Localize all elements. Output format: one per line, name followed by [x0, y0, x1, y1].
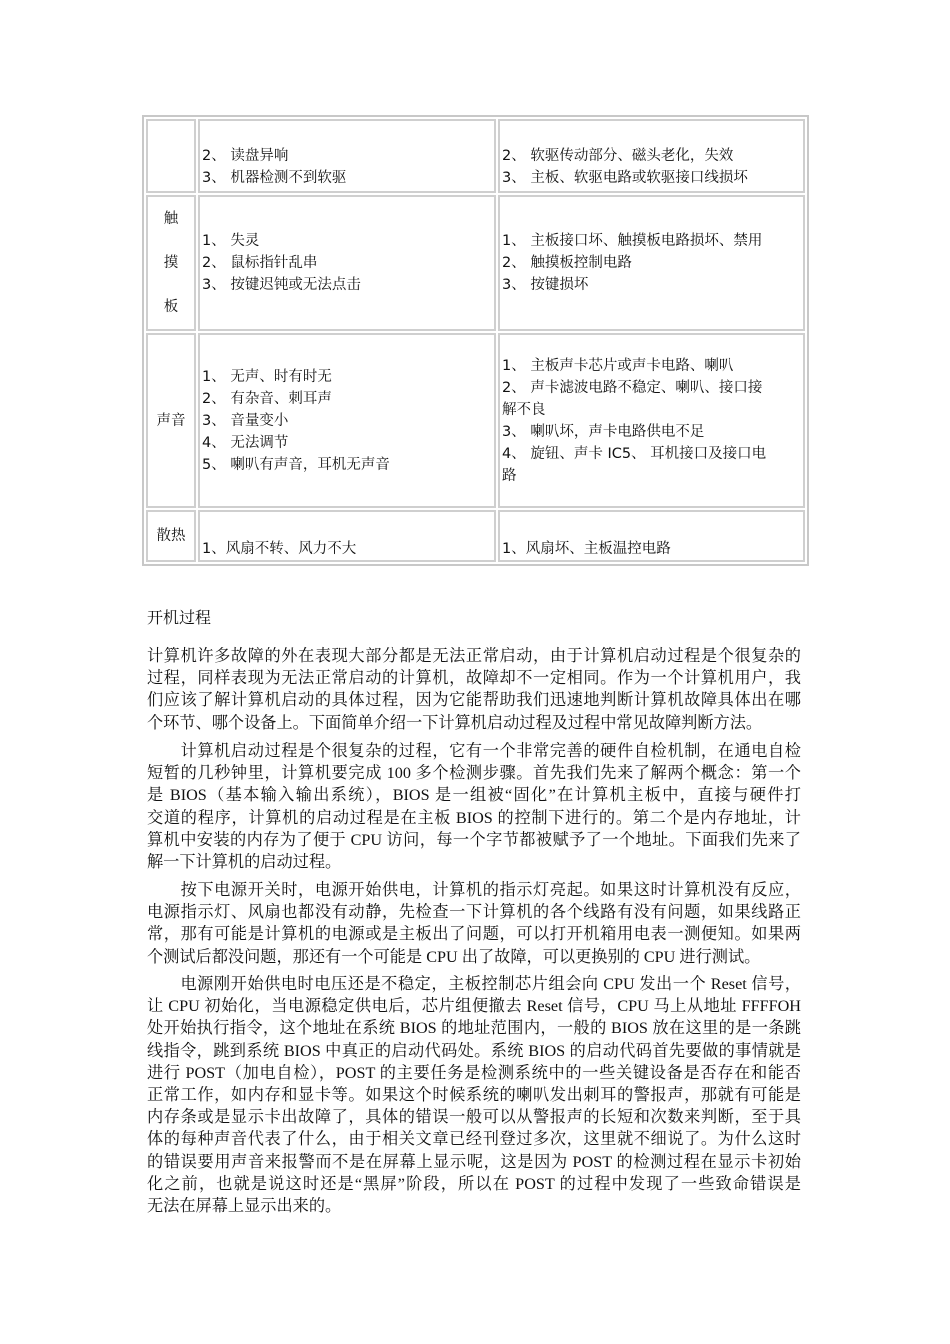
cell-line: 2、 读盘异响 — [202, 148, 289, 164]
cell-line: 3、 主板、软驱电路或软驱接口线损坏 — [502, 170, 748, 186]
cell-line: 3、 喇叭坏，声卡电路供电不足 — [502, 423, 705, 440]
category-cell — [146, 119, 196, 193]
text-line: 计算机许多故障的外在表现大部分都是无法正常启动，由于计算机启动过程是个很复杂的 — [147, 647, 801, 665]
cell-line: 4、 无法调节 — [202, 434, 289, 451]
cell-line: 1、 主板声卡芯片或声卡电路、喇叭 — [502, 357, 734, 374]
text-line: 个测试后都没问题，那还有一个可能是 CPU 出了故障，可以更换别的 CPU 进行测试。 — [147, 947, 761, 966]
text-line: 是 BIOS（基本输入输出系统），BIOS 是一组被“固化”在计算机主板中，直接与硬件打 — [147, 786, 801, 805]
text-line: 正常工作，如内存和显卡等。如果这个时候系统的喇叭发出刺耳的警报声，那就有可能是 — [147, 1085, 801, 1104]
fault-table — [142, 115, 809, 566]
text-line: 交道的程序，计算机的启动过程是在主板 BIOS 的控制下进行的。第二个是内存地址，计 — [147, 808, 801, 827]
category-char: 板 — [163, 299, 179, 315]
text-line: 让 CPU 初始化，当电源稳定供电后，芯片组便撤去 Reset 信号，CPU 马上从地址 FFFFOH — [147, 997, 801, 1016]
text-line: 个环节、哪个设备上。下面简单介绍一下计算机启动过程及过程中常见故障判断方法。 — [147, 713, 763, 732]
cell-line: 2、 有杂音、刺耳声 — [202, 390, 332, 407]
cell-line: 3、 机器检测不到软驱 — [202, 170, 347, 186]
cell-line: 2、 鼠标指针乱串 — [202, 255, 318, 271]
causes-cell — [498, 119, 805, 193]
text-line: 电源指示灯、风扇也都没有动静，先检查一下计算机的各个线路有没有问题，如果线路正 — [147, 903, 801, 922]
text-line: 线指令，跳到系统 BIOS 中真正的启动代码处。系统 BIOS 的启动代码首先要做的事情就是 — [147, 1041, 801, 1060]
cell-line: 1、 主板接口坏、触摸板电路损坏、禁用 — [502, 233, 763, 249]
causes-cell — [498, 510, 805, 562]
symptoms-cell — [198, 510, 496, 562]
category-char: 触 — [163, 211, 179, 227]
section-title: 开机过程 — [147, 610, 212, 627]
text-line: 化之前，也就是说这时还是“黑屏”阶段，所以在 POST 的过程中发现了一些致命错误是 — [147, 1174, 801, 1193]
text-line: 算机中安装的内存为了便于 CPU 访问，每一个字节都被赋予了一个地址。下面我们先来了 — [147, 830, 801, 849]
paragraph — [147, 645, 801, 734]
category-cell: 散热 — [146, 510, 196, 562]
cell-line: 2、 软驱传动部分、磁头老化，失效 — [502, 148, 734, 164]
paragraph — [147, 973, 801, 1217]
cell-line: 路 — [502, 467, 517, 484]
cell-line: 3、 按键损坏 — [502, 277, 589, 293]
table-row — [146, 333, 805, 508]
text-line: 电源刚开始供电时电压还是不稳定，主板控制芯片组会向 CPU 发出一个 Reset 信号， — [147, 975, 801, 993]
cell-line: 2、 声卡滤波电路不稳定、喇叭、接口接 — [502, 379, 763, 396]
text-line: 内存条或是显示卡出故障了，具体的错误一般可以从警报声的长短和次数来判断，至于具 — [147, 1108, 801, 1127]
table-row — [146, 119, 805, 193]
cell-line: 2、 触摸板控制电路 — [502, 255, 632, 271]
text-line: 体的每种声音代表了什么，由于相关文章已经刊登过多次，这里就不细说了。为什么这时 — [147, 1130, 801, 1149]
cell-line: 1、 无声、时有时无 — [202, 368, 332, 385]
cell-line: 1、风扇不转、风力不大 — [202, 541, 357, 557]
text-line: 进行 POST（加电自检），POST 的主要任务是检测系统中的一些关键设备是否存在和能否 — [147, 1063, 801, 1082]
text-line: 们应该了解计算机启动的具体过程，因为它能帮助我们迅速地判断计算机故障具体出在哪 — [147, 691, 801, 710]
text-line: 解一下计算机的启动过程。 — [147, 852, 342, 871]
cell-line: 1、 失灵 — [202, 233, 260, 249]
cell-line: 5、 喇叭有声音，耳机无声音 — [202, 456, 390, 473]
symptoms-cell — [198, 195, 496, 331]
text-line: 的错误要用声音来报警而不是在屏幕上显示呢，这是因为 POST 的检测过程在显示卡初始 — [147, 1152, 801, 1171]
paragraph — [147, 740, 801, 873]
text-line: 短暂的几秒钟里，计算机要完成 100 多个检测步骤。首先我们先来了解两个概念：第一个 — [147, 764, 801, 783]
text-line: 常，那有可能是计算机的电源或是主板出了问题，可以打开机箱用电表一测便知。如果两 — [147, 925, 801, 944]
text-line: 按下电源开关时，电源开始供电，计算机的指示灯亮起。如果这时计算机没有反应， — [147, 881, 801, 899]
category-char: 摸 — [163, 255, 179, 271]
text-line: 过程，同样表现为无法正常启动的计算机，故障却不一定相同。作为一个计算机用户，我 — [147, 669, 801, 688]
cell-line: 3、 音量变小 — [202, 412, 289, 429]
symptoms-cell — [198, 119, 496, 193]
cell-line: 3、 按键迟钝或无法点击 — [202, 277, 361, 293]
causes-cell — [498, 195, 805, 331]
category-cell: 声音 — [146, 333, 196, 508]
causes-cell — [498, 333, 805, 508]
text-line: 计算机启动过程是个很复杂的过程，它有一个非常完善的硬件自检机制，在通电自检 — [147, 742, 801, 760]
text-line: 无法在屏幕上显示出来的。 — [147, 1196, 342, 1215]
category-cell — [146, 195, 196, 331]
symptoms-cell — [198, 333, 496, 508]
cell-line: 1、风扇坏、主板温控电路 — [502, 541, 671, 557]
cell-line: 4、 旋钮、声卡 IC5、 耳机接口及接口电 — [502, 445, 767, 462]
paragraph — [147, 879, 801, 968]
table-row — [146, 195, 805, 331]
table-row — [146, 510, 805, 562]
cell-line: 解不良 — [502, 401, 546, 418]
text-line: 处开始执行指令，这个地址在系统 BIOS 的地址范围内，一般的 BIOS 放在这里的是一条跳 — [147, 1019, 801, 1038]
